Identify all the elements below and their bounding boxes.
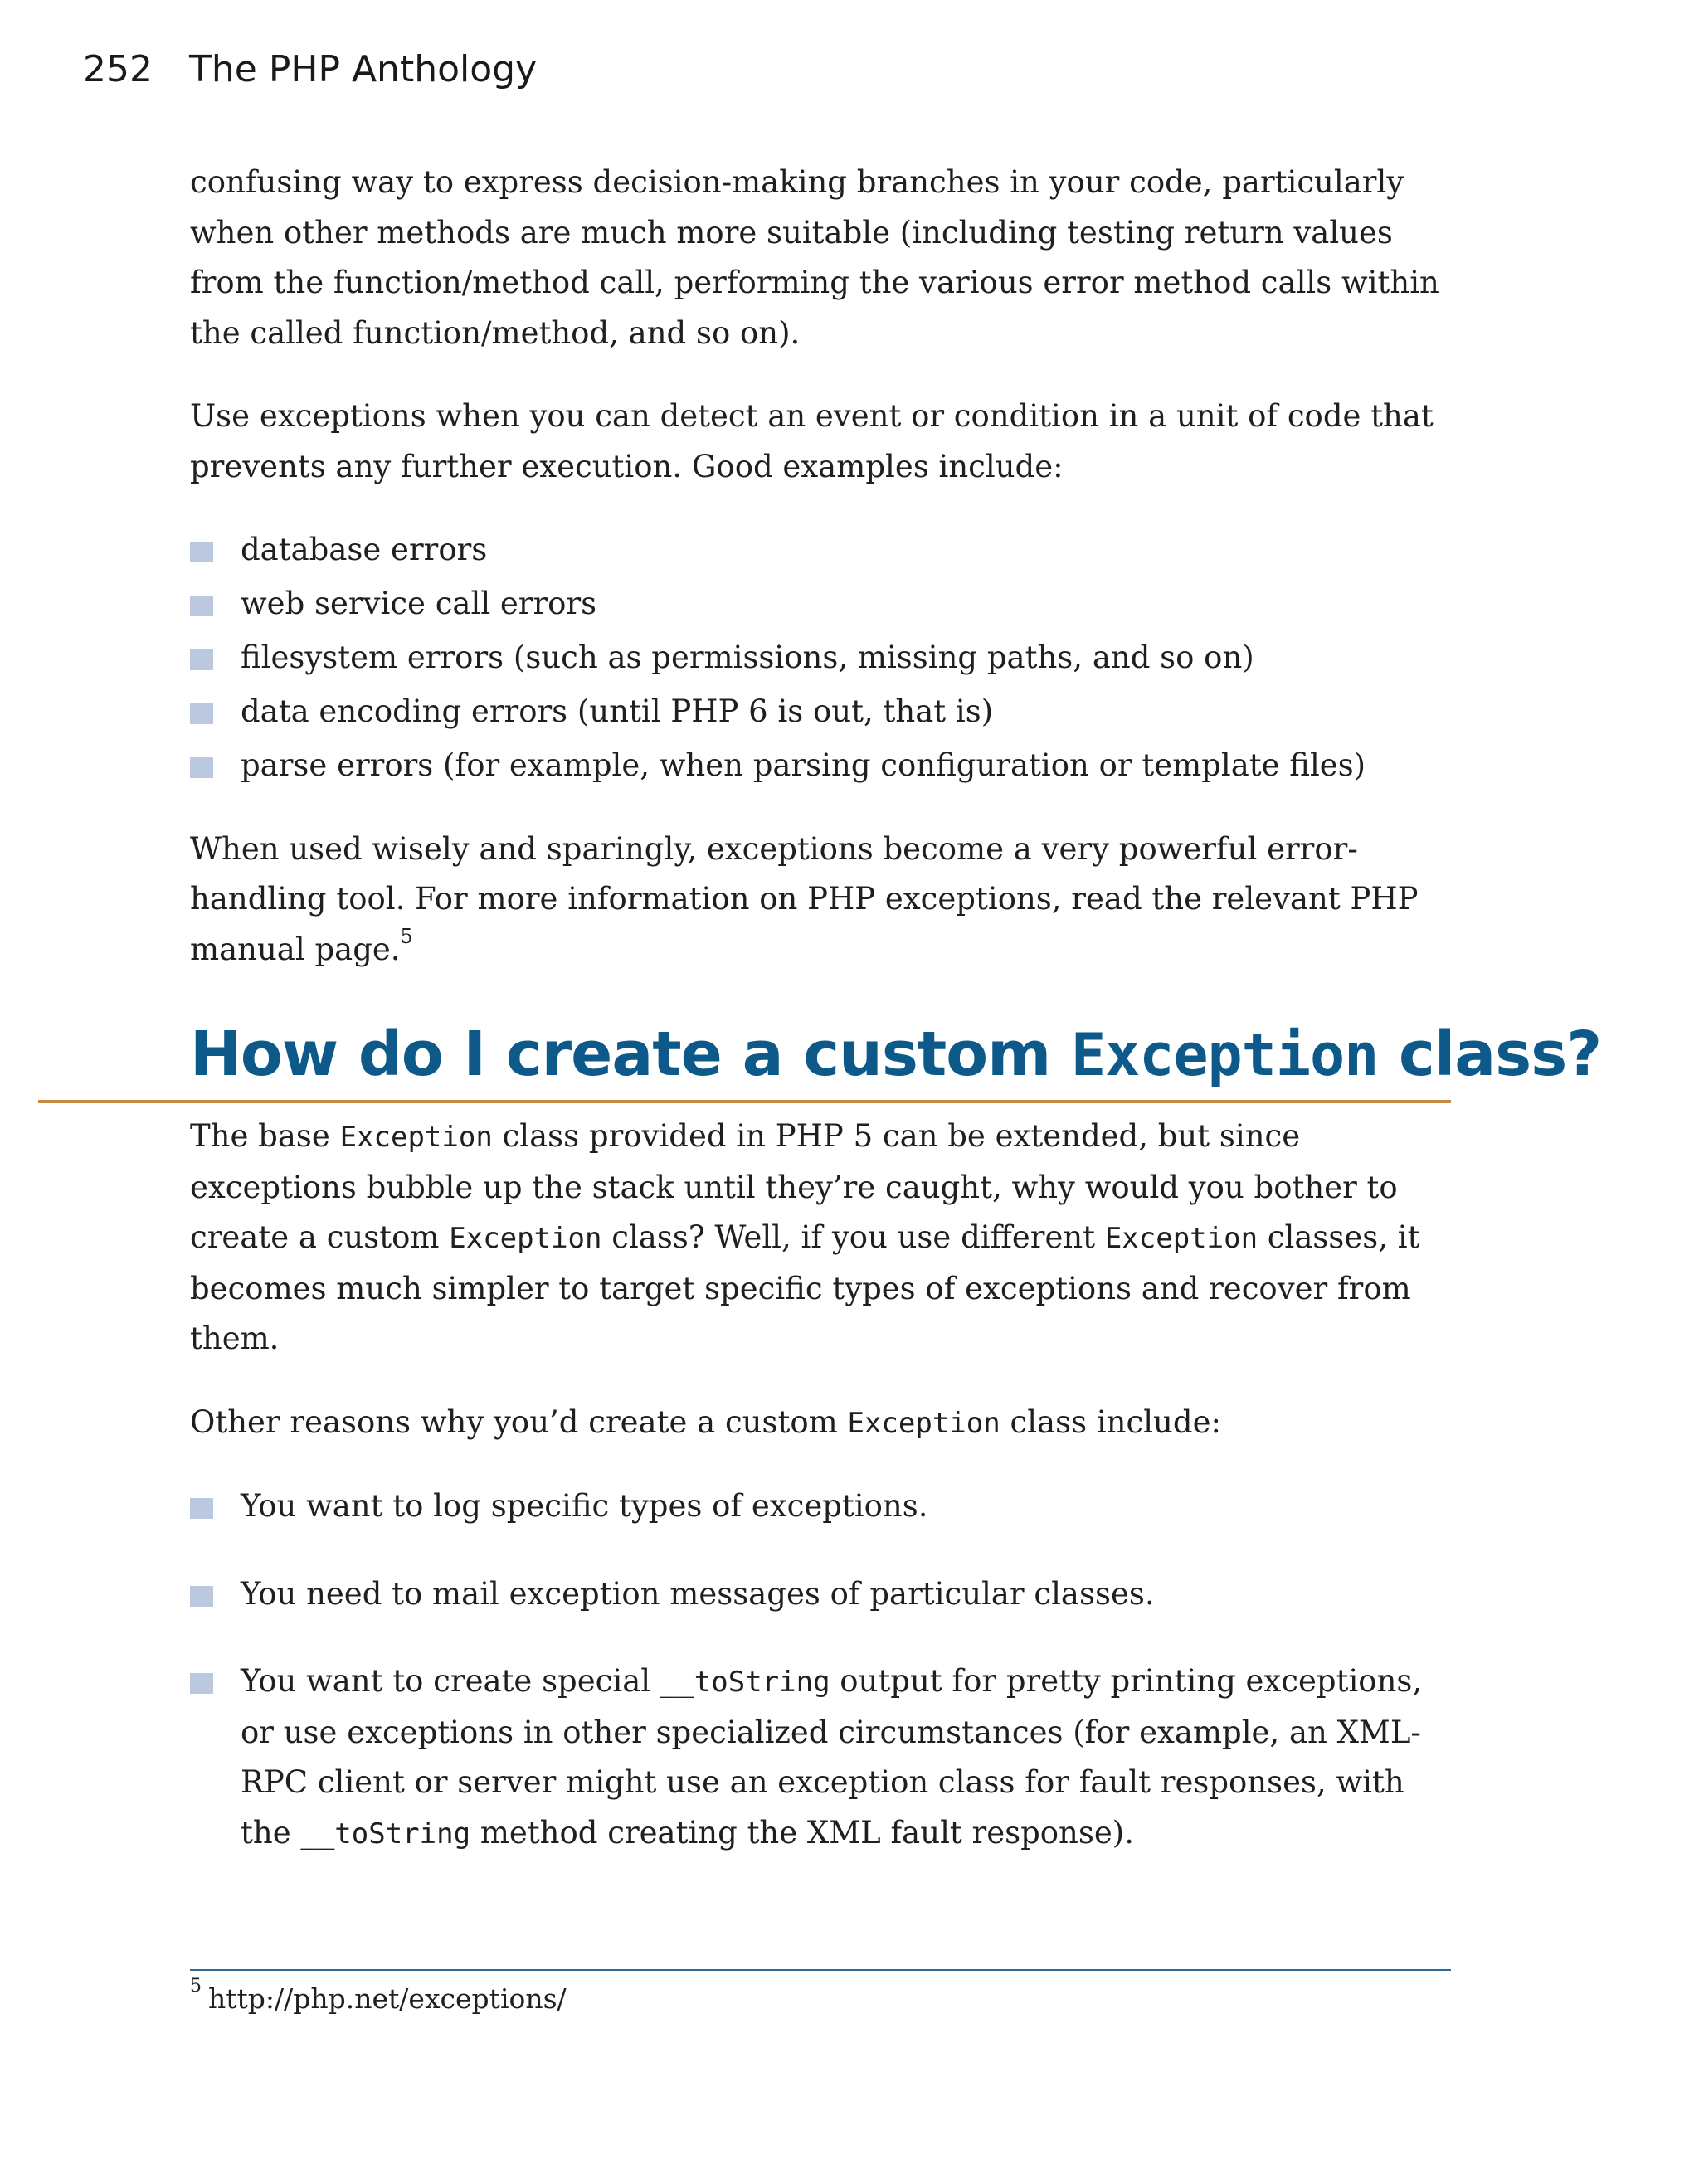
examples-list	[190, 525, 1451, 791]
reasons-list	[190, 1481, 1451, 1859]
list-item: parse errors (for example, when parsing configuration or template files)	[190, 741, 1451, 791]
list-item: You need to mail exception messages of particular classes.	[190, 1569, 1451, 1620]
paragraph-other-reasons: Other reasons why you’d create a custom Exception class include:	[190, 1403, 1221, 1440]
book-title: The PHP Anthology	[189, 48, 538, 90]
square-bullet-icon	[190, 757, 213, 778]
footnote-reference: 5	[400, 925, 413, 949]
footnote	[190, 1976, 567, 2015]
section-heading-block	[190, 1016, 1602, 1093]
section-heading: How do I create a custom Exception class?	[190, 1019, 1602, 1090]
page-number: 252	[83, 48, 153, 90]
square-bullet-icon	[190, 596, 213, 616]
paragraph-use-exceptions: Use exceptions when you can detect an event or condition in a unit of code that prevents any further execution. Good examples include:	[190, 398, 1434, 484]
list-item: filesystem errors (such as permissions, missing paths, and so on)	[190, 633, 1451, 683]
main-content	[190, 158, 1602, 1896]
paragraph-base-exception: The base Exception class provided in PHP 5 can be extended, but since exceptions bubble up the stack until they’re caught, why would you bother to create a custom Exception class? Well, if you use different Exception classes, it becomes much simpler to target specific types of exceptions and recover from them.	[190, 1118, 1420, 1356]
list-item: You want to create special __toString output for pretty printing exceptions, or use exceptions in other specialized circumstances (for example, an XML-RPC client or server might use an exception class for fault responses, with the __toString method creating the XML fault response).	[190, 1656, 1451, 1859]
square-bullet-icon	[190, 1498, 213, 1519]
square-bullet-icon	[190, 649, 213, 670]
paragraph-wisely: When used wisely and sparingly, exceptions become a very powerful error-handling tool. For more information on PHP exceptions, read the relevant PHP manual page.$^5$	[190, 830, 1419, 967]
paragraph-continuation: confusing way to express decision-making branches in your code, particularly when other methods are much more suitable (including testing return values from the function/method call, performing the various error method calls within the called function/method, and so on).	[190, 164, 1439, 351]
square-bullet-icon	[190, 703, 213, 724]
list-item: data encoding errors (until PHP 6 is out, that is)	[190, 687, 1451, 737]
heading-underline	[38, 1100, 1451, 1103]
square-bullet-icon	[190, 1586, 213, 1607]
square-bullet-icon	[190, 1673, 213, 1694]
list-item: web service call errors	[190, 579, 1451, 630]
list-item: You want to log specific types of exceptions.	[190, 1481, 1451, 1532]
running-header	[83, 48, 537, 90]
list-item: database errors	[190, 525, 1451, 576]
footnote-number: 5	[190, 1976, 202, 1997]
square-bullet-icon	[190, 542, 213, 562]
footnote-divider	[190, 1969, 1451, 1971]
footnote-url[interactable]: http://php.net/exceptions/	[208, 1982, 567, 2015]
